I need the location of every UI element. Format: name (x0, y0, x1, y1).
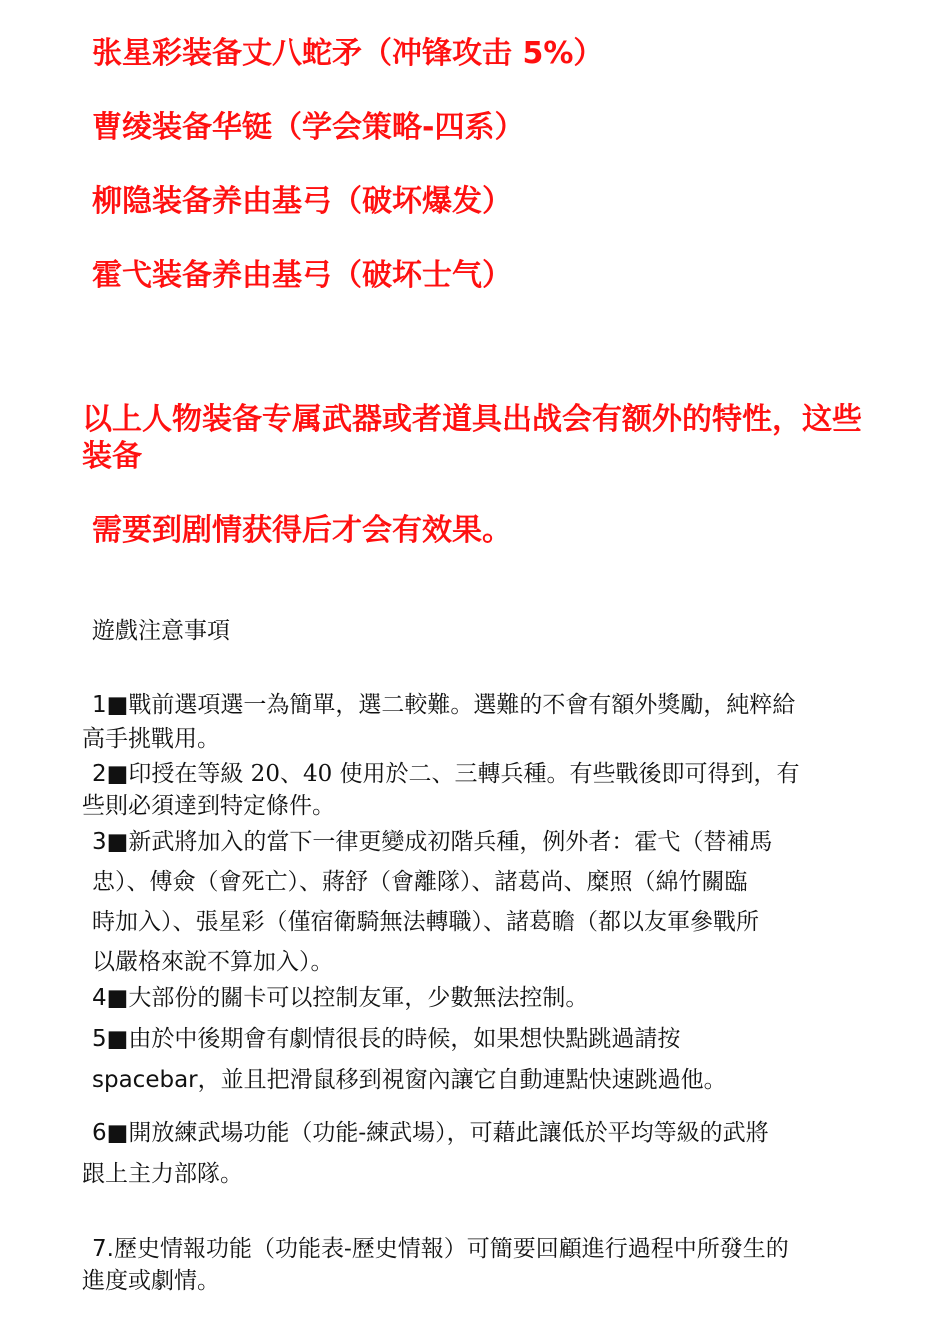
bullet-icon: ■ (106, 1026, 129, 1052)
equipment-line-cao-ling: 曹绫装备华铤（学会策略-四系） (92, 110, 525, 145)
item-number: 7. (92, 1236, 114, 1262)
note-item-1-cont: 高手挑戰用。 (82, 726, 220, 752)
note-item-5-cont (92, 1063, 727, 1097)
note-item-2-cont: 些則必須達到特定條件。 (82, 793, 335, 819)
bullet-icon: ■ (106, 761, 129, 787)
item-number: 3 (92, 829, 107, 855)
note-item-6-cont: 跟上主力部隊。 (82, 1161, 243, 1187)
bullet-icon: ■ (106, 985, 129, 1011)
note-item-7-cont: 進度或劇情。 (82, 1268, 220, 1294)
note-text: 新武將加入的當下一律更變成初階兵種，例外者：霍弋（替補馬 (128, 829, 773, 855)
item-number: 4 (92, 985, 107, 1011)
item-number: 6 (92, 1120, 107, 1146)
note-item-5 (92, 1022, 680, 1056)
bullet-icon: ■ (106, 1120, 129, 1146)
note-item-4 (92, 981, 588, 1015)
note-item-1 (92, 688, 795, 722)
spacebar-key-text: spacebar (92, 1067, 198, 1093)
note-item-2 (92, 757, 800, 791)
exclusive-weapon-notice-continued: 需要到剧情获得后才会有效果。 (92, 513, 512, 548)
note-item-3-cont-2: 時加入）、張星彩（僅宿衛騎無法轉職）、諸葛瞻（都以友軍參戰所 (92, 909, 759, 935)
bullet-icon: ■ (106, 692, 129, 718)
item-number: 5 (92, 1026, 107, 1052)
note-text: 印授在等級 20、40 使用於二、三轉兵種。有些戰後即可得到，有 (128, 761, 800, 787)
note-item-6 (92, 1116, 769, 1150)
equipment-line-huo-yi: 霍弋装备养由基弓（破坏士气） (92, 258, 512, 293)
note-text: 開放練武場功能（功能-練武場），可藉此讓低於平均等級的武將 (128, 1120, 769, 1146)
section-title: 遊戲注意事項 (92, 618, 230, 644)
bullet-icon: ■ (106, 829, 129, 855)
item-number: 1 (92, 692, 107, 718)
note-text: 歷史情報功能（功能表-歷史情報）可簡要回顧進行過程中所發生的 (113, 1236, 789, 1262)
note-item-3-cont-1: 忠）、傅僉（會死亡）、蔣舒（會離隊）、諸葛尚、糜照（綿竹關臨 (92, 869, 748, 895)
item-number: 2 (92, 761, 107, 787)
note-text: 由於中後期會有劇情很長的時候，如果想快點跳過請按 (128, 1026, 681, 1052)
note-text: 戰前選項選一為簡單，選二較難。選難的不會有額外獎勵，純粹給 (128, 692, 796, 718)
note-item-7 (92, 1232, 789, 1266)
note-item-3 (92, 825, 772, 859)
note-text: 大部份的關卡可以控制友軍，少數無法控制。 (128, 985, 589, 1011)
equipment-line-liu-yin: 柳隐装备养由基弓（破坏爆发） (92, 184, 512, 219)
equipment-line-zhang-xingcai: 张星彩装备丈八蛇矛（冲锋攻击 5%） (92, 36, 604, 71)
note-item-3-cont-3: 以嚴格來說不算加入）。 (92, 949, 334, 975)
exclusive-weapon-notice: 以上人物装备专属武器或者道具出战会有额外的特性，这些装备 (82, 402, 862, 474)
note-text: ，並且把滑鼠移到視窗內讓它自動連點快速跳過他。 (197, 1067, 727, 1093)
